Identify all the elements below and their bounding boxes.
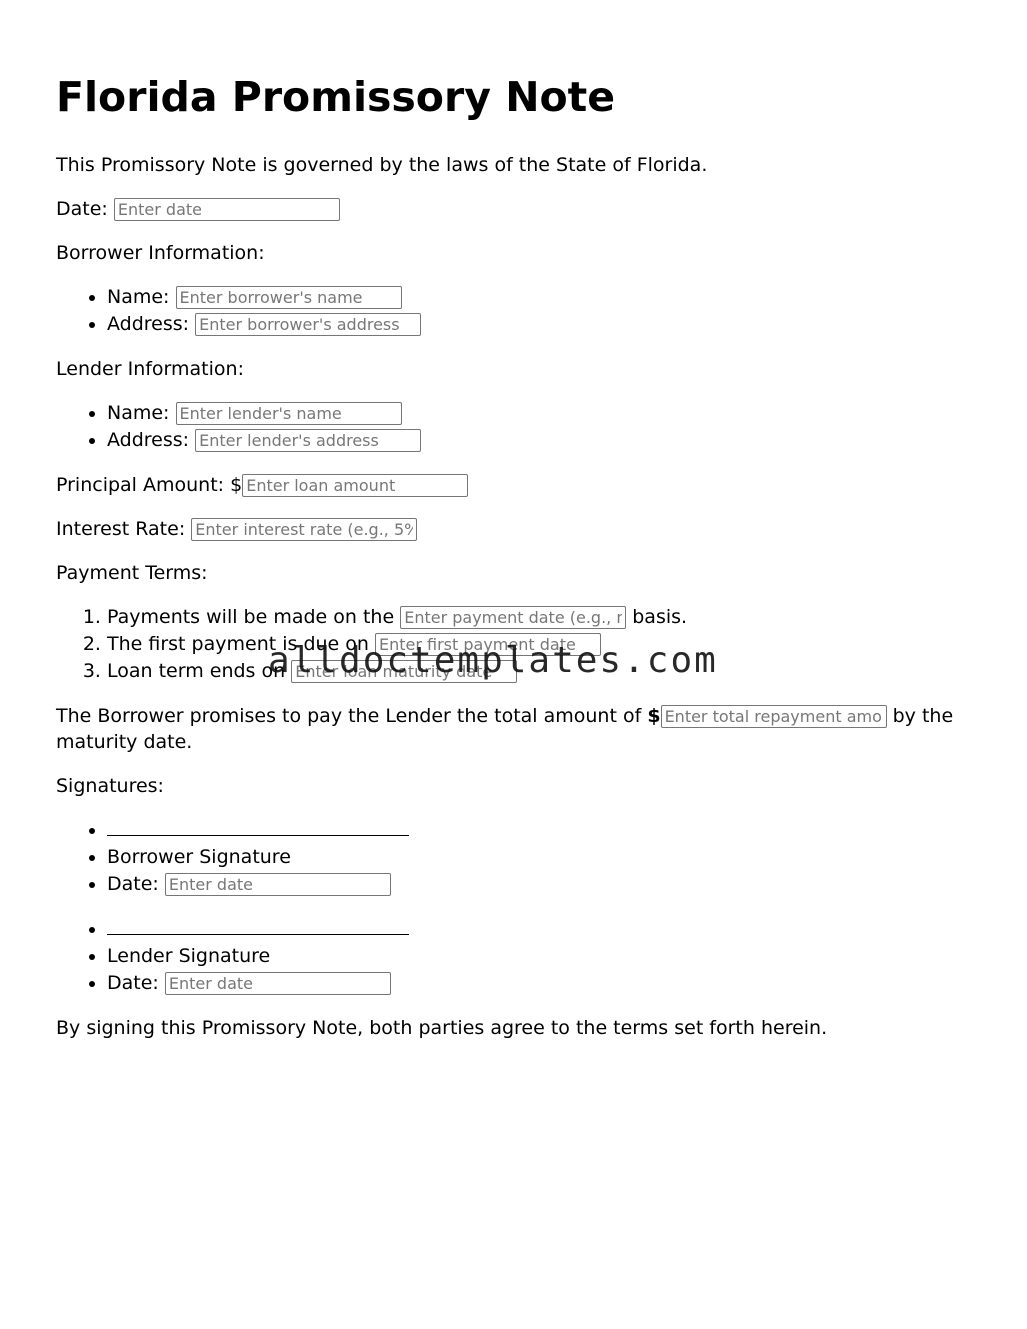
payment-terms-list (56, 604, 976, 685)
first-payment-date-input[interactable] (375, 633, 601, 656)
lender-signature-block (56, 916, 976, 997)
borrower-list (56, 284, 976, 338)
currency-symbol: $ (647, 705, 661, 727)
loan-maturity-date-input[interactable] (291, 660, 517, 683)
principal-row (56, 472, 976, 498)
lender-address-label: Address: (107, 429, 190, 451)
borrower-address-input[interactable] (195, 313, 421, 336)
lender-heading: Lender Information: (56, 358, 244, 380)
lender-signature-line-item (107, 916, 976, 943)
payment-term-item (107, 658, 976, 685)
intro-text: This Promissory Note is governed by the laws of the State of Florida. (56, 154, 708, 176)
interest-label: Interest Rate: (56, 518, 186, 540)
borrower-name-label: Name: (107, 286, 170, 308)
interest-rate-input[interactable] (191, 518, 417, 541)
lender-address-item (107, 427, 976, 454)
first-payment-text: The first payment is due on (107, 633, 369, 655)
borrower-signature-line-item (107, 817, 976, 844)
borrower-signature-date-input[interactable] (165, 873, 391, 896)
promise-text: The Borrower promises to pay the Lender the total amount of (56, 705, 642, 727)
payment-basis-text: Payments will be made on the (107, 606, 395, 628)
lender-signature-date-input[interactable] (165, 972, 391, 995)
date-input[interactable] (114, 198, 340, 221)
lender-signature-label: • Lender Signature (107, 943, 976, 970)
watermark: alldoctemplates.com (268, 640, 718, 681)
loan-term-text: Loan term ends on (107, 660, 286, 682)
lender-list (56, 400, 976, 454)
borrower-name-input[interactable] (176, 286, 402, 309)
lender-name-input[interactable] (176, 402, 402, 425)
lender-name-item (107, 400, 976, 427)
borrower-name-item (107, 284, 976, 311)
promise-suffix: by the maturity date. (56, 705, 954, 753)
date-label: Date: (56, 198, 108, 220)
lender-address-input[interactable] (195, 429, 421, 452)
closing-text: By signing this Promissory Note, both parties agree to the terms set forth herein. (56, 1017, 828, 1039)
borrower-signature-date-label: Date: (107, 873, 159, 895)
lender-signature-date-label: Date: (107, 972, 159, 994)
interest-row (56, 516, 976, 542)
payment-basis-suffix: basis. (632, 606, 688, 628)
total-repayment-input[interactable] (661, 705, 887, 728)
payment-term-item (107, 604, 976, 631)
borrower-signature-block (56, 817, 976, 898)
principal-label: Principal Amount: $ (56, 474, 243, 496)
borrower-signature-label: • Borrower Signature (107, 844, 976, 871)
borrower-heading: Borrower Information: (56, 242, 265, 264)
payment-terms-heading: Payment Terms: (56, 562, 208, 584)
borrower-address-label: Address: (107, 313, 190, 335)
borrower-signature-line[interactable] (107, 817, 409, 836)
promise-paragraph (56, 703, 976, 755)
lender-signature-line[interactable] (107, 916, 409, 935)
lender-name-label: Name: (107, 402, 170, 424)
payment-basis-input[interactable] (400, 606, 626, 629)
signatures-heading: Signatures: (56, 775, 164, 797)
lender-signature-date-item (107, 970, 976, 997)
principal-amount-input[interactable] (242, 474, 468, 497)
date-row (56, 196, 976, 222)
borrower-signature-date-item (107, 871, 976, 898)
page-title: Florida Promissory Note (56, 73, 616, 121)
promissory-note-document (56, 70, 976, 1059)
borrower-address-item (107, 311, 976, 338)
payment-term-item (107, 631, 976, 658)
